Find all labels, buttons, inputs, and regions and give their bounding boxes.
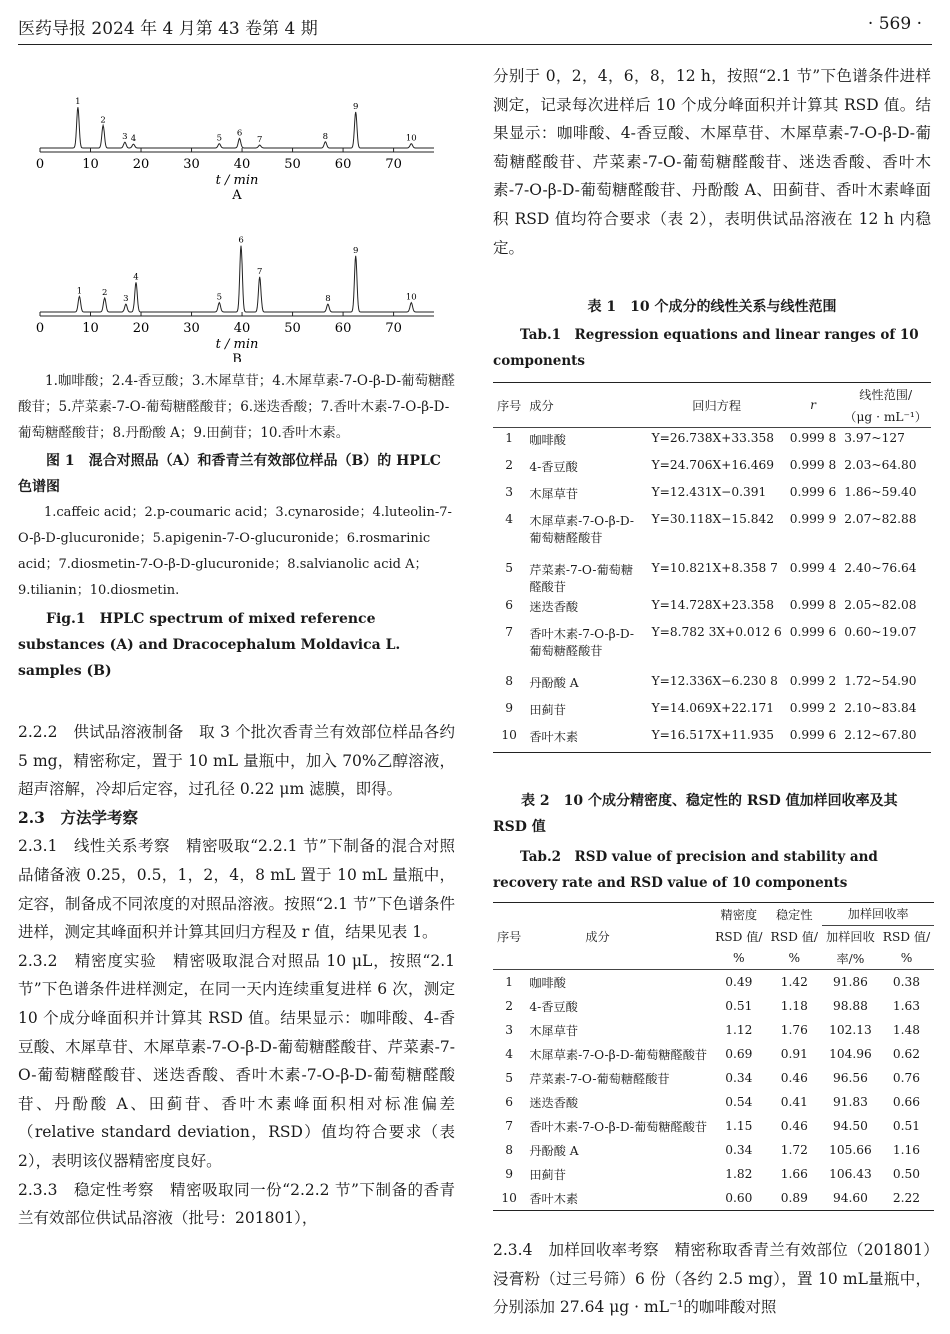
figure-legend-en: 1.caffeic acid；2.p-coumaric acid；3.cynaroside；4.luteolin-7-O-β-D-glucuronide；5.apigenin-7-O-glucuronide；6.rosmarinic acid；7.diosmetin-7-O-β-D-glucuronide；8.salvianolic acid A；9.tilianin；10.diosmetin. [18,505,452,598]
peak-label: 2 [101,287,108,298]
panel-label: B [232,352,242,362]
figure-title-en: Fig.1 HPLC spectrum of mixed reference substances (A) and Dracocephalum Moldavica L. samples (B) [18,611,401,679]
t2-h-stab2: RSD 值/ [770,929,819,944]
para-2-3-1: 2.3.1 线性关系考察 精密吸取“2.2.1 节”下制备的混合对照品储备液 0.25，0.5，1，2，4，8 mL 置于 10 mL 量瓶中，定容，制备成不同浓度的对照品溶液。按照“2.1 节”下色谱条件进样，测定其峰面积并计算其回归方程及 r 值，结果见表 1。 [18,837,455,942]
table2-row [493,994,934,1018]
peak-label: 10 [405,133,417,144]
table1-row [493,558,931,595]
table1 [493,382,931,753]
t2-rec: 104.96 [829,1047,872,1061]
t1-eq: Y=10.821X+8.358 7 [651,561,778,575]
table2-row [493,1138,934,1162]
table2-title-cn: 表 2 10 个成分精密度、稳定性的 RSD 值加样回收率及其 RSD 值 [493,793,898,835]
x-tick-label: 10 [82,157,99,172]
t2-comp: 香叶木素 [529,1191,579,1206]
figure-title-cn: 图 1 混合对照品（A）和香青兰有效部位样品（B）的 HPLC 色谱图 [18,453,441,495]
peak-label: 9 [352,245,359,256]
t2-h-comp: 成分 [585,929,610,944]
peak-label: 7 [257,135,263,146]
t2-h-prec1: 精密度 [720,907,758,922]
t2-comp: 丹酚酸 A [529,1143,579,1158]
t1-no: 6 [505,598,514,612]
t2-prec: 0.54 [725,1095,753,1109]
t2-h-prec3: % [733,951,745,965]
t1-r: 0.999 8 [789,458,837,472]
table1-row [493,622,931,671]
t2-stab: 1.42 [780,975,808,989]
x-axis-label: t / min [215,173,259,188]
table1-row [493,671,931,698]
figure-captions [18,368,455,684]
t1-comp: 木犀草素-7-O-β-D-葡萄糖醛酸苷 [529,514,634,545]
t1-no: 2 [505,458,514,472]
x-tick-label: 70 [385,321,402,336]
t2-prec: 0.51 [725,999,753,1013]
table1-block [493,296,931,753]
peak-label: 10 [405,292,417,303]
t1-r: 0.999 2 [789,674,837,688]
t1-eq: Y=14.069X+22.171 [651,701,775,715]
t2-h-stab3: % [788,951,801,965]
table1-row [493,698,931,725]
t2-prec: 0.69 [725,1047,753,1061]
t2-stab: 1.72 [780,1143,808,1157]
t2-rec: 91.86 [832,975,868,989]
table1-row [493,595,931,622]
t2-no: 6 [505,1095,514,1109]
t2-rsd: 0.50 [892,1167,921,1181]
t2-stab: 0.89 [780,1191,808,1205]
t2-rec: 96.56 [832,1071,868,1085]
t2-stab: 0.46 [780,1119,808,1133]
t2-no: 10 [501,1191,517,1205]
t1-r: 0.999 8 [789,431,837,445]
t2-rsd: 0.62 [892,1047,921,1061]
x-tick-label: 0 [35,157,45,172]
t1-comp: 芹菜素-7-O-葡萄糖醛酸苷 [529,563,634,594]
t2-comp: 咖啡酸 [529,975,566,990]
t1-range: 2.03~64.80 [844,458,917,472]
t1-range: 1.86~59.40 [844,485,917,499]
x-tick-label: 30 [183,157,200,172]
peak-label: 8 [325,294,331,305]
left-body [18,718,455,1233]
t2-h-prec2: RSD 值/ [715,929,763,944]
table1-row [493,455,931,482]
t1-h-r: r [810,398,816,412]
t1-eq: Y=26.738X+33.358 [651,431,775,445]
t1-range: 2.40~76.64 [844,561,917,575]
journal-header: 医药导报 2024 年 4 月第 43 卷第 4 期 [18,19,318,39]
peak-label: 3 [122,132,128,143]
t1-comp: 香叶木素-7-O-β-D-葡萄糖醛酸苷 [529,627,634,658]
t2-rsd: 2.22 [892,1191,921,1205]
t2-h-rsd1: RSD 值/ [882,929,931,944]
x-tick-label: 20 [132,321,150,336]
t1-range: 2.05~82.08 [844,598,917,612]
t2-comp: 香叶木素-7-O-β-D-葡萄糖醛酸苷 [529,1119,708,1134]
t2-h-rec1: 加样回收 [826,929,875,944]
t1-r: 0.999 4 [789,561,837,575]
t2-stab: 1.76 [780,1023,808,1037]
t1-range: 2.07~82.88 [844,512,917,526]
t1-comp: 4-香豆酸 [529,460,578,474]
peak-label: 2 [100,115,106,126]
table2-row [493,1186,934,1211]
table1-title-en: Tab.1 Regression equations and linear ranges of 10 components [493,327,919,369]
t2-rec: 91.83 [832,1095,868,1109]
t1-no: 10 [501,728,517,742]
x-tick-label: 0 [35,321,45,336]
x-tick-label: 40 [233,157,251,172]
x-tick-label: 20 [132,157,150,172]
t2-rec: 102.13 [829,1023,872,1037]
x-tick-label: 50 [284,157,301,172]
t1-no: 7 [505,625,514,639]
t2-rec: 94.60 [832,1191,868,1205]
t1-h-no: 序号 [497,398,522,413]
t1-eq: Y=12.431X−0.391 [651,485,767,499]
t1-r: 0.999 9 [789,512,837,526]
t1-h-comp: 成分 [529,398,554,413]
t2-no: 7 [505,1119,514,1133]
t2-h-rec2: 率/% [836,951,865,966]
t2-rsd: 1.63 [892,999,921,1013]
table1-row [493,482,931,509]
t1-range: 3.97~127 [844,431,905,445]
table2-row [493,970,934,995]
table1-body [493,428,931,753]
section-2-3: 2.3 方法学考察 [18,807,138,827]
t2-no: 3 [505,1023,514,1037]
t1-comp: 木犀草苷 [529,487,579,501]
x-tick-label: 70 [385,157,402,172]
t1-comp: 迷迭香酸 [529,600,579,614]
para-2-3-2: 2.3.2 精密度实验 精密吸取混合对照品 10 μL，按照“2.1 节”下色谱条件进样测定，在同一天内连续重复进样 6 次，测定 10 个成分峰面积并计算其 RSD 值。结果显示：咖啡酸、4-香豆酸、木犀草苷、木犀草素-7-O-β-D-葡萄糖醛酸苷、芹菜素-7-O-葡萄糖醛酸苷、迷迭香酸、香叶木素-7-O-β-D-葡萄糖醛酸苷、丹酚酸 A、田蓟苷、香叶木素峰面积相对标准偏差（relative standard deviation，RSD）值均符合要求（表 2），表明该仪器精密度良好。 [18,951,455,1170]
t1-eq: Y=14.728X+23.358 [651,598,775,612]
peak-label: 4 [133,272,139,283]
x-tick-label: 40 [233,321,251,336]
t2-comp: 芹菜素-7-O-葡萄糖醛酸苷 [529,1071,670,1086]
peak-label: 5 [216,133,223,144]
t2-rsd: 1.48 [892,1023,921,1037]
t1-range: 0.60~19.07 [844,625,917,639]
para-2-3-4: 2.3.4 加样回收率考察 精密称取香青兰有效部位（201801）浸膏粉（过三号筛）6 份（各约 2.5 mg），置 10 mL量瓶中，分别添加 27.64 μg · mL⁻¹的咖啡酸对照 [493,1241,931,1317]
t1-range: 1.72~54.90 [844,674,917,688]
t2-prec: 1.82 [725,1167,753,1181]
t2-no: 8 [505,1143,514,1157]
t2-no: 2 [505,999,514,1013]
t1-r: 0.999 6 [789,728,837,742]
t2-h-stab1: 稳定性 [776,907,813,922]
t2-rec: 106.43 [829,1167,872,1181]
t2-no: 4 [505,1047,514,1061]
x-tick-label: 50 [284,321,301,336]
t1-range: 2.10~83.84 [844,701,917,715]
t1-h-range2: （μg · mL⁻¹） [844,409,927,424]
t1-no: 1 [505,431,514,445]
t2-rec: 105.66 [829,1143,872,1157]
peak-label: 6 [238,235,244,246]
peak-label: 7 [257,266,263,277]
t1-r: 0.999 6 [789,485,837,499]
t1-eq: Y=24.706X+16.469 [651,458,775,472]
t2-rsd: 1.16 [892,1143,921,1157]
t2-rsd: 0.76 [892,1071,921,1085]
t1-eq: Y=30.118X−15.842 [651,512,775,526]
t1-no: 5 [505,561,514,575]
t2-h-no: 序号 [497,929,522,944]
table2-row [493,1042,934,1066]
x-tick-label: 60 [334,321,352,336]
t2-no: 9 [505,1167,514,1181]
t1-eq: Y=8.782 3X+0.012 6 [651,625,782,639]
peak-label: 6 [236,128,243,139]
peak-label: 1 [76,286,83,297]
t1-h-eq: 回归方程 [692,398,742,413]
t2-comp: 迷迭香酸 [529,1095,579,1110]
table2-row [493,1090,934,1114]
table1-row [493,509,931,558]
t2-prec: 0.49 [725,975,753,989]
right-body-top: 分别于 0，2，4，6，8，12 h，按照“2.1 节”下色谱条件进样测定，记录每次进样后 10 个成分峰面积并计算其 RSD 值。结果显示：咖啡酸、4-香豆酸、木犀草苷、木犀草素-7-O-β-D-葡萄糖醛酸苷、芹菜素-7-O-葡萄糖醛酸苷、迷迭香酸、香叶木素-7-O-β-D-葡萄糖醛酸苷、丹酚酸 A、田蓟苷、香叶木素峰面积 RSD 值均符合要求（表 2），表明供试品溶液在 12 h 内稳定。 [493,67,931,257]
peak-label: 9 [352,102,359,112]
peak-label: 8 [322,131,329,142]
t1-r: 0.999 2 [789,701,837,715]
table1-title-cn: 表 1 10 个成分的线性关系与线性范围 [587,299,837,315]
t2-rec: 94.50 [832,1119,868,1133]
panel-label: A [232,188,242,203]
t2-stab: 0.91 [780,1047,808,1061]
t2-comp: 木犀草素-7-O-β-D-葡萄糖醛酸苷 [529,1047,708,1062]
t2-prec: 0.34 [725,1071,753,1085]
peak-label: 3 [123,294,129,305]
x-axis-label: t / min [215,337,259,352]
t2-prec: 0.34 [725,1143,753,1157]
t2-rec: 98.88 [832,999,868,1013]
t2-rsd: 0.51 [892,1119,921,1133]
header-rule [18,44,932,45]
t2-comp: 4-香豆酸 [529,999,578,1014]
peak-label: 1 [75,97,81,108]
peak-label: 5 [216,292,223,303]
t1-no: 9 [505,701,514,715]
t2-prec: 1.12 [725,1023,753,1037]
t1-comp: 香叶木素 [529,730,579,744]
figure-legend-cn: 1.咖啡酸；2.4-香豆酸；3.木犀草苷；4.木犀草素-7-O-β-D-葡萄糖醛酸苷；5.芹菜素-7-O-葡萄糖醛酸苷；6.迷迭香酸；7.香叶木素-7-O-β-D-葡萄糖醛酸苷；8.丹酚酸 A；9.田蓟苷；10.香叶木素。 [18,373,456,441]
t1-comp: 咖啡酸 [529,433,566,447]
table2-row [493,1018,934,1042]
table2 [493,902,934,1211]
page-number: · 569 · [867,14,922,34]
t1-r: 0.999 6 [789,625,837,639]
para-2-3-3: 2.3.3 稳定性考察 精密吸取同一份“2.2.2 节”下制备的香青兰有效部位供试品溶液（批号：201801）， [18,1180,455,1228]
t2-no: 1 [505,975,514,989]
chromatogram-b [18,222,455,362]
t2-stab: 0.41 [780,1095,808,1109]
chromatogram-a [18,88,455,206]
t2-stab: 0.46 [780,1071,808,1085]
t2-rsd: 0.38 [892,975,921,989]
t1-range: 2.12~67.80 [844,728,917,742]
table2-row [493,1114,934,1138]
table2-block [493,788,931,1211]
t2-stab: 1.18 [780,999,808,1013]
t2-prec: 1.15 [725,1119,753,1133]
t2-h-rsd2: % [900,951,913,965]
table2-row [493,1066,934,1090]
t2-stab: 1.66 [780,1167,808,1181]
peak-label: 4 [130,134,137,145]
t1-comp: 田蓟苷 [529,703,566,717]
t2-comp: 田蓟苷 [529,1167,566,1182]
x-tick-label: 10 [82,321,99,336]
t2-prec: 0.60 [725,1191,753,1205]
table1-row [493,428,931,456]
t1-h-range1: 线性范围/ [859,387,913,402]
table2-title-en: Tab.2 RSD value of precision and stability and recovery rate and RSD value of 10 components [493,849,878,891]
t2-h-rec: 加样回收率 [822,903,934,926]
t2-no: 5 [505,1071,514,1085]
x-tick-label: 30 [183,321,200,336]
t1-eq: Y=16.517X+11.935 [651,728,775,742]
table2-row [493,1162,934,1186]
t1-eq: Y=12.336X−6.230 8 [651,674,778,688]
x-tick-label: 60 [334,157,352,172]
t1-comp: 丹酚酸 A [529,676,579,690]
chromatogram-trace [40,246,434,312]
para-2-2-2: 2.2.2 供试品溶液制备 取 3 个批次香青兰有效部位样品各约 5 mg，精密称定，置于 10 mL 量瓶中，加入 70%乙醇溶液，超声溶解，冷却后定容，过孔径 0.22 μm 滤膜，即得。 [18,723,455,799]
t2-rsd: 0.66 [892,1095,921,1109]
table1-row [493,725,931,753]
t1-no: 3 [505,485,514,499]
t2-comp: 木犀草苷 [529,1023,579,1038]
t1-no: 8 [505,674,514,688]
table2-body [493,970,934,1211]
t1-r: 0.999 8 [789,598,837,612]
t1-no: 4 [505,512,514,526]
